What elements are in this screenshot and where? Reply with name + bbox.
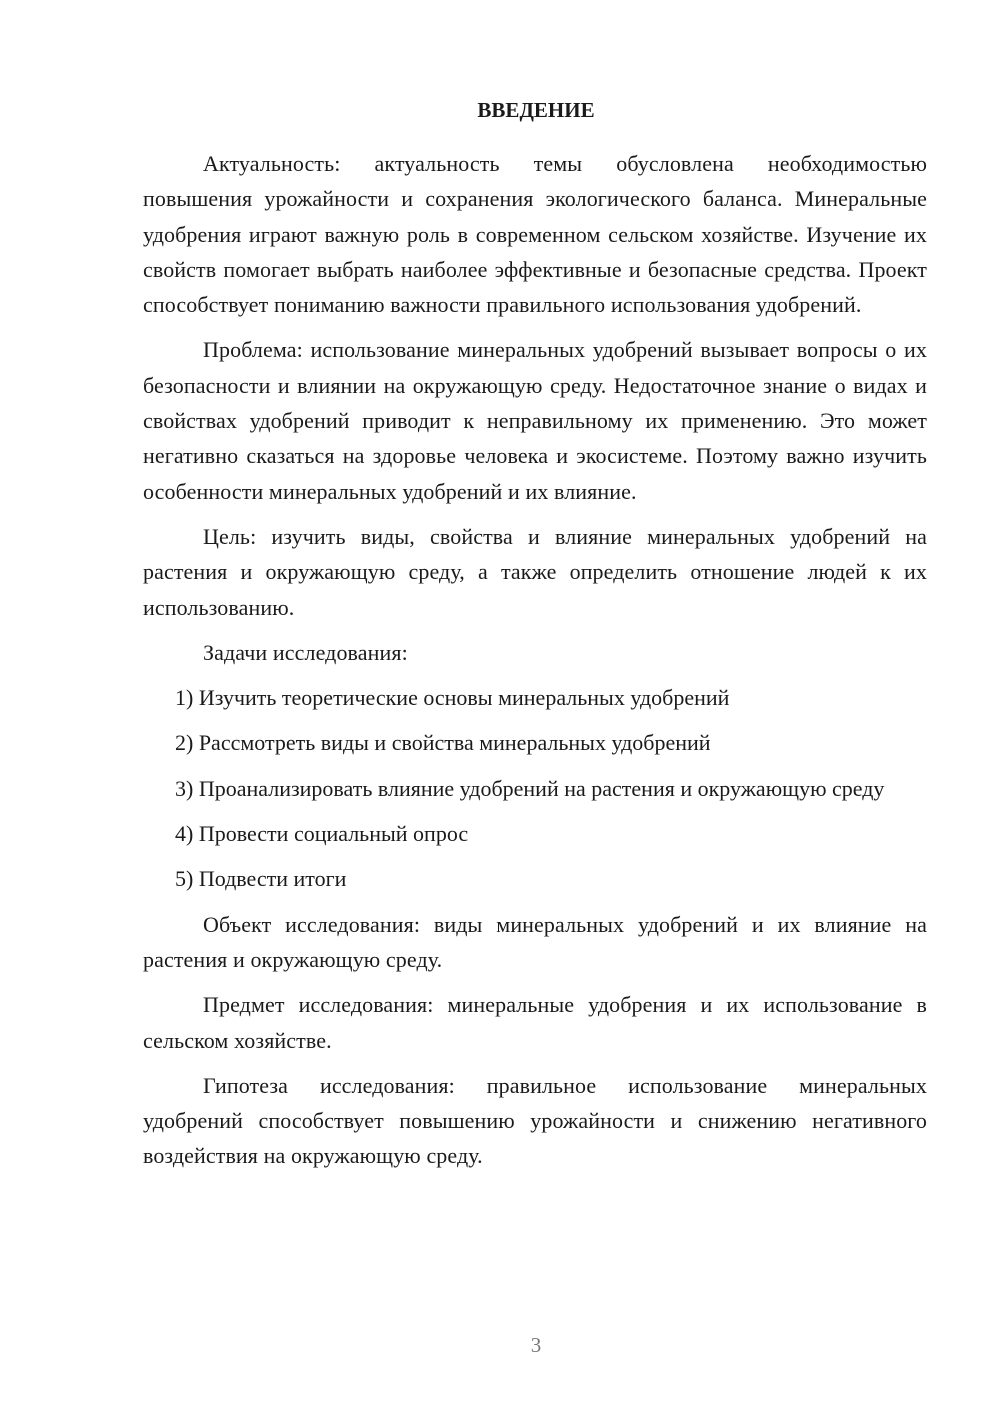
problem-paragraph: Проблема: использование минеральных удобрений вызывает вопросы о их безопасности и влиянии на окружающую среду. Недостаточное знание о видах и свойствах удобрений приводит к неправильному их применению. Это может негативно сказаться на здоровье человека и экосистеме. Поэтому важно изучить особенности минеральных удобрений и их влияние. — [143, 337, 927, 504]
task-item: 3) Проанализировать влияние удобрений на растения и окружающую среду — [175, 775, 885, 801]
page-number: 3 — [530, 1333, 542, 1357]
object-paragraph: Объект исследования: виды минеральных удобрений и их влияние на растения и окружающую среду. — [143, 911, 927, 972]
task-item: 1) Изучить теоретические основы минеральных удобрений — [175, 685, 730, 711]
task-item: 2) Рассмотреть виды и свойства минеральных удобрений — [175, 730, 711, 756]
relevance-paragraph: Актуальность: актуальность темы обусловлена необходимостью повышения урожайности и сохранения экологического баланса. Минеральные удобрения играют важную роль в современном сельском хозяйстве. Изучение их свойств помогает выбрать наиболее эффективные и безопасные средства. Проект способствует пониманию важности правильного использования удобрений. — [143, 151, 927, 318]
tasks-heading: Задачи исследования: — [203, 639, 408, 665]
task-item: 5) Подвести итоги — [175, 866, 347, 892]
section-title: ВВЕДЕНИЕ — [477, 98, 595, 122]
task-item: 4) Провести социальный опрос — [175, 821, 469, 847]
hypothesis-paragraph: Гипотеза исследования: правильное использование минеральных удобрений способствует повышению урожайности и снижению негативного воздействия на окружающую среду. — [143, 1072, 927, 1169]
subject-paragraph: Предмет исследования: минеральные удобрения и их использование в сельском хозяйстве. — [143, 992, 927, 1053]
document-page — [143, 96, 927, 1184]
goal-paragraph: Цель: изучить виды, свойства и влияние минеральных удобрений на растения и окружающую среду, а также определить отношение людей к их использованию. — [143, 523, 927, 620]
tasks-list — [143, 680, 927, 896]
